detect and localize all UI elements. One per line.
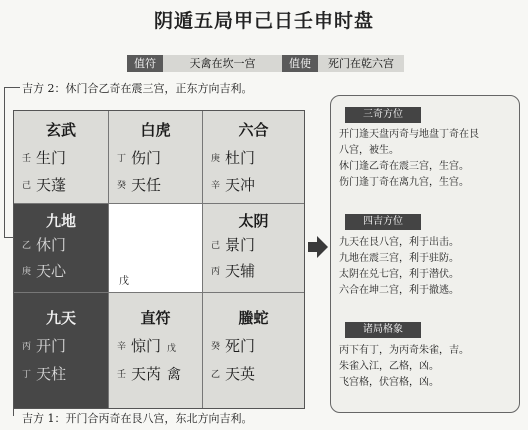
- door: 景门: [225, 236, 256, 254]
- palace-center: [109, 204, 203, 293]
- star: 天辅: [225, 262, 256, 280]
- stem: 己: [211, 241, 221, 251]
- palace-kun: [203, 111, 304, 204]
- palace-grid: [13, 110, 305, 409]
- text-line: 伤门逢丁奇在离九宫，生宫。: [339, 177, 469, 188]
- zhishi-value: 死门在乾六宫: [318, 55, 404, 72]
- star: 天芮: [131, 365, 162, 383]
- text-line: 六合在坤二宫，利于撤逃。: [339, 285, 459, 296]
- text-line: 休门逢乙奇在震三宫，生宫。: [339, 161, 469, 172]
- stem: 辛: [211, 181, 221, 191]
- star-row: [22, 363, 66, 384]
- door: 死门: [225, 337, 256, 355]
- sanqi-title: 三奇方位: [345, 107, 421, 123]
- geju-text: [339, 343, 515, 391]
- zhifu-value: 天禽在坎一宫: [163, 55, 282, 72]
- door-row: [211, 335, 255, 356]
- star-row: [117, 174, 161, 195]
- zhifu-label: 值符: [127, 55, 163, 72]
- star: 天英: [225, 365, 256, 383]
- sanqi-text: [339, 127, 515, 191]
- star-row: [22, 260, 66, 281]
- text-line: 朱雀入江，乙格，凶。: [339, 361, 439, 372]
- door-row: [117, 335, 176, 356]
- star-row: [211, 260, 255, 281]
- palace-god: 直符: [140, 309, 171, 327]
- star: 天冲: [225, 176, 256, 194]
- text-line: 八宫，被生。: [339, 145, 399, 156]
- stem: 癸: [211, 342, 221, 352]
- palace-dui: [203, 204, 304, 293]
- stem: 乙: [211, 370, 221, 380]
- arrow-right-icon: [308, 236, 328, 258]
- stem: 丙: [22, 342, 32, 352]
- text-line: 开门逢天盘丙奇与地盘丁奇在艮: [339, 129, 479, 140]
- door: 开门: [36, 337, 67, 355]
- text-line: 太阴在兑七宫，利于潜伏。: [339, 269, 459, 280]
- center-stem: 戊: [119, 276, 129, 287]
- zhishi-label: 值使: [282, 55, 318, 72]
- star-row: [211, 174, 255, 195]
- star: 天柱: [36, 365, 67, 383]
- stem: 丙: [211, 267, 221, 277]
- palace-god: 螣蛇: [238, 309, 269, 327]
- door: 惊门: [131, 337, 162, 355]
- page-title: 阴遁五局甲己日壬申时盘: [153, 10, 374, 32]
- extra-stem: 戊: [167, 344, 177, 354]
- star-row: [211, 363, 255, 384]
- palace-god: 九天: [45, 309, 76, 327]
- door-row: [22, 335, 66, 356]
- palace-god: 白虎: [140, 121, 171, 139]
- text-line: 丙下有丁，为丙奇朱雀，吉。: [339, 345, 469, 356]
- door: 生门: [36, 149, 67, 167]
- siji-text: [339, 235, 515, 299]
- text-line: 九天在艮八宫，利于出击。: [339, 237, 459, 248]
- stem: 癸: [117, 181, 127, 191]
- star: 天心: [36, 262, 67, 280]
- star: 天蓬: [36, 176, 67, 194]
- right-info-panel: [330, 95, 520, 413]
- geju-title: 诸局格象: [345, 322, 421, 338]
- text-line: 飞宫格，伏宫格，凶。: [339, 377, 439, 388]
- connector-line-top: [4, 87, 20, 88]
- stem: 丁: [22, 370, 32, 380]
- palace-zhen: [14, 204, 109, 293]
- door: 伤门: [131, 149, 162, 167]
- palace-god: 玄武: [45, 121, 76, 139]
- stem: 壬: [22, 154, 32, 164]
- palace-god: 六合: [238, 121, 269, 139]
- door-row: [211, 147, 255, 168]
- auspicious-note-2: 吉方 2：休门合乙奇在震三宫，正东方向吉利。: [22, 82, 253, 95]
- connector-line-vertical: [4, 87, 5, 237]
- stem: 丁: [117, 154, 127, 164]
- palace-li: [109, 111, 203, 204]
- extra-star: 禽: [167, 367, 182, 383]
- door-row: [117, 147, 161, 168]
- stem: 辛: [117, 342, 127, 352]
- star: 天任: [131, 176, 162, 194]
- star-row: [117, 363, 181, 384]
- palace-kan: [109, 293, 203, 408]
- stem: 庚: [211, 154, 221, 164]
- auspicious-note-1: 吉方 1：开门合丙奇在艮八宫，东北方向吉利。: [22, 412, 253, 425]
- palace-gen: [14, 293, 109, 408]
- stem: 乙: [22, 241, 32, 251]
- door-row: [22, 234, 66, 255]
- palace-xun: [14, 111, 109, 204]
- text-line: 九地在震三宫，利于驻防。: [339, 253, 459, 264]
- palace-god: 九地: [45, 212, 76, 230]
- door: 休门: [36, 236, 67, 254]
- siji-title: 四吉方位: [345, 214, 421, 230]
- door: 杜门: [225, 149, 256, 167]
- palace-qian: [203, 293, 304, 408]
- connector-line-bottom: [13, 409, 14, 416]
- stem: 壬: [117, 370, 127, 380]
- door-row: [211, 234, 255, 255]
- door-row: [22, 147, 66, 168]
- stem: 庚: [22, 267, 32, 277]
- star-row: [22, 174, 66, 195]
- stem: 己: [22, 181, 32, 191]
- palace-god: 太阴: [238, 212, 269, 230]
